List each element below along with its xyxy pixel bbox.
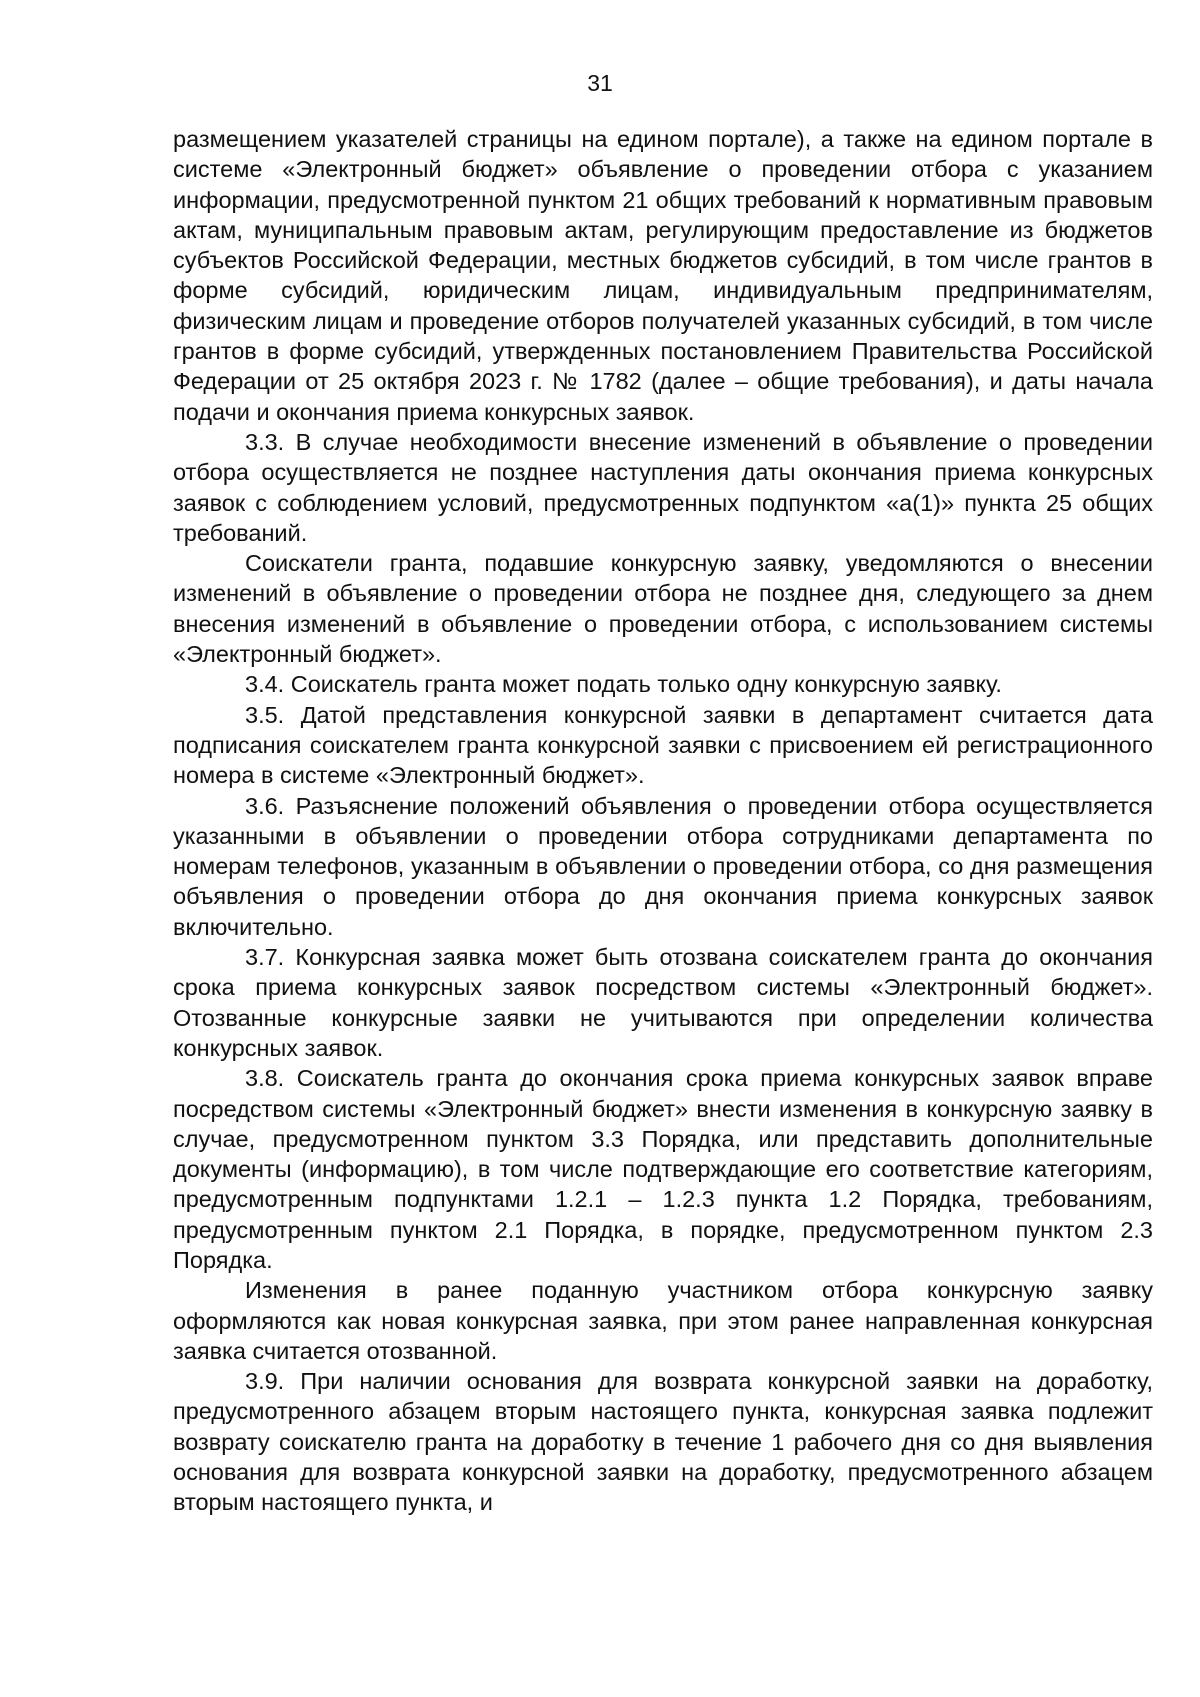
- paragraph-continuation: [173, 124, 1153, 427]
- document-body: [173, 124, 1153, 1518]
- clause-number: 3.5.: [245, 701, 285, 728]
- paragraph-text: Изменения в ранее поданную участником отбора конкурсную заявку оформляются как новая конкурсная заявка, при этом ранее направленная конкурсная заявка считается отозванной.: [173, 1277, 1153, 1364]
- clause-3-3-paragraph-2: [173, 548, 1153, 669]
- clause-3-6: [173, 791, 1153, 942]
- clause-3-9: [173, 1366, 1153, 1517]
- clause-3-5: [173, 700, 1153, 791]
- clause-number: 3.4.: [245, 671, 285, 698]
- clause-3-7: [173, 942, 1153, 1063]
- paragraph-text: Соискатель гранта может подать только одну конкурсную заявку.: [290, 671, 1002, 698]
- clause-3-4: [173, 669, 1153, 699]
- paragraph-text: Соискатель гранта до окончания срока приема конкурсных заявок вправе посредством системы «Электронный бюджет» внести изменения в конкурсную заявку в случае, предусмотренном пунктом 3.3 Порядка, или представить дополнительные документы (информацию), в том числе подтверждающие его соответствие категориям, предусмотренным подпунктами 1.2.1 – 1.2.3 пункта 1.2 Порядка, требованиям, предусмотренным пунктом 2.1 Порядка, в порядке, предусмотренном пунктом 2.3 Порядка.: [173, 1065, 1154, 1273]
- clause-number: 3.7.: [245, 944, 285, 971]
- paragraph-text: Разъяснение положений объявления о проведении отбора осуществляется указанными в объявлении о проведении отбора сотрудниками департамента по номерам телефонов, указанным в объявлении о проведении отбора, со дня размещения объявления о проведении отбора до дня окончания приема конкурсных заявок включительно.: [173, 792, 1154, 940]
- paragraph-text: В случае необходимости внесение изменений в объявление о проведении отбора осуществляется не позднее наступления даты окончания приема конкурсных заявок с соблюдением условий, предусмотренных подпунктом «а(1)» пункта 25 общих требований.: [173, 428, 1153, 546]
- clause-number: 3.9.: [245, 1368, 285, 1395]
- paragraph-text: Конкурсная заявка может быть отозвана соискателем гранта до окончания срока приема конкурсных заявок посредством системы «Электронный бюджет». Отозванные конкурсные заявки не учитываются при определении количества конкурсных заявок.: [173, 944, 1154, 1061]
- clause-3-3: [173, 427, 1153, 548]
- clause-number: 3.3.: [245, 428, 285, 455]
- clause-number: 3.8.: [245, 1065, 285, 1092]
- paragraph-text: При наличии основания для возврата конкурсной заявки на доработку, предусмотренного абзацем вторым настоящего пункта, конкурсная заявка подлежит возврату соискателю гранта на доработку в течение 1 рабочего дня со дня выявления основания для возврата конкурсной заявки на доработку, предусмотренного абзацем вторым настоящего пункта, и: [173, 1368, 1153, 1516]
- paragraph-text: размещением указателей страницы на едином портале), а также на едином портале в системе «Электронный бюджет» объявление о проведении отбора с указанием информации, предусмотренной пунктом 21 общих требований к нормативным правовым актам, муниципальным правовым актам, регулирующим предоставление из бюджетов субъектов Российской Федерации, местных бюджетов субсидий, в том числе грантов в форме субсидий, юридическим лицам, индивидуальным предпринимателям, физическим лицам и проведение отборов получателей указанных субсидий, в том числе грантов в форме субсидий, утвержденных постановлением Правительства Российской Федерации от 25 октября 2023 г. № 1782 (далее – общие требования), и даты начала подачи и окончания приема конкурсных заявок.: [173, 126, 1153, 425]
- clause-3-8: [173, 1063, 1153, 1275]
- paragraph-text: Соискатели гранта, подавшие конкурсную заявку, уведомляются о внесении изменений в объявление о проведении отбора не позднее дня, следующего за днем внесения изменений в объявление о проведении отбора, с использованием системы «Электронный бюджет».: [173, 550, 1153, 668]
- page-number: 31: [587, 70, 613, 96]
- clause-number: 3.6.: [245, 792, 285, 819]
- paragraph-text: Датой представления конкурсной заявки в департамент считается дата подписания соискателем гранта конкурсной заявки с присвоением ей регистрационного номера в системе «Электронный бюджет».: [173, 701, 1154, 789]
- clause-3-8-paragraph-2: [173, 1275, 1153, 1366]
